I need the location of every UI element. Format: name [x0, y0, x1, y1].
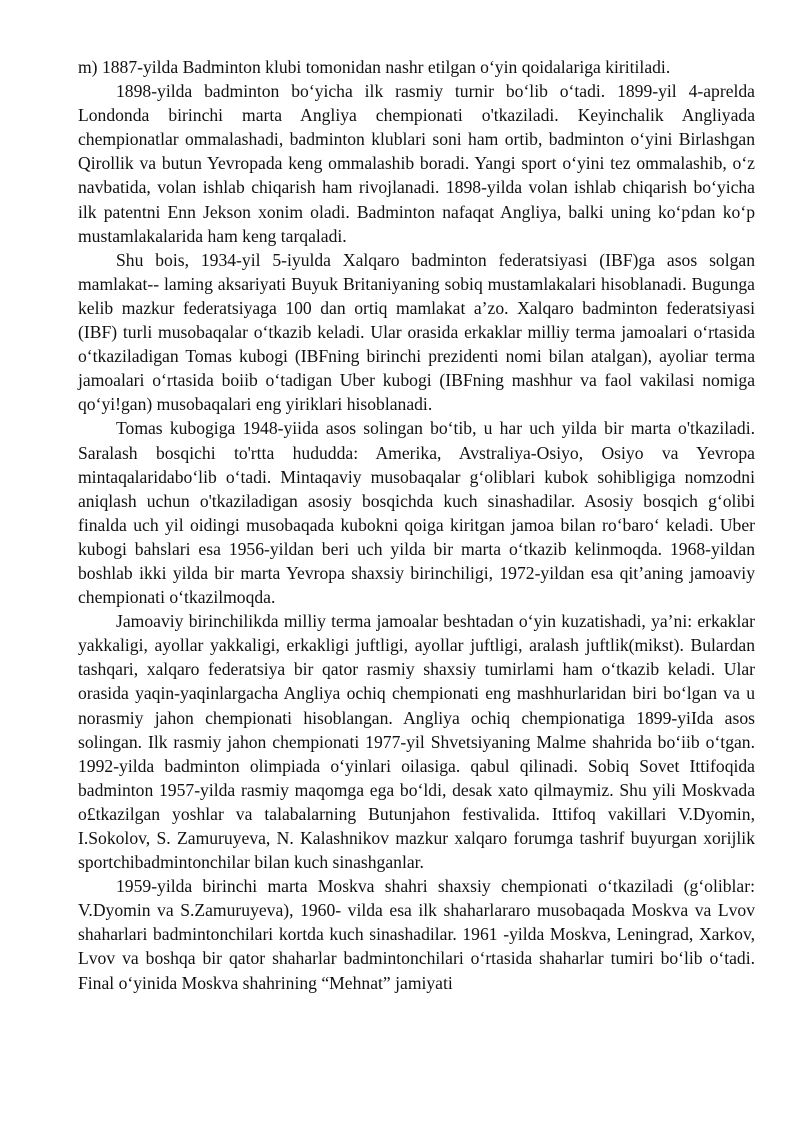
paragraph-2: 1898-yilda badminton bo‘yicha ilk rasmiy turnir bo‘lib o‘tadi. 1899-yil 4-aprelda Londonda birinchi marta Angliya chempionati o'tkaziladi. Keyinchalik Angliyada chempionatlar ommalashadi, badminton klublari soni ham ortib, badminton o‘yini Birlashgan Qirollik va butun Yevropada keng ommalashib boradi. Yangi sport o‘yini tez ommalashib, o‘z navbatida, volan ishlab chiqarish ham rivojlanadi. 1898-yilda volan ishlab chiqarish bo‘yicha ilk patentni Enn Jekson xonim oladi. Badminton nafaqat Angliya, balki uning ko‘pdan ko‘p mustamlakalarida ham keng tarqaladi. — [78, 81, 755, 246]
paragraph-4: Tomas kubogiga 1948-yiida asos solingan bo‘tib, u har uch yilda bir marta o'tkaziladi. Saralash bosqichi to'rtta hududda: Amerika, Avstraliya-Osiyo, Osiyo va Yevropa mintaqalaridabo‘lib o‘tadi. Mintaqaviy musobaqalar g‘oliblari kubok sohibligiga nomzodni aniqlash uchun o'tkaziladigan asosiy bosqichda kuch sinashadilar. Asosiy bosqich g‘olibi finalda uch yil oidingi musobaqada kubokni qoiga kiritgan jamoa bilan ro‘baro‘ keladi. Uber kubogi bahslari esa 1956-yildan beri uch yilda bir marta o‘tkazib kelinmoqda. 1968-yildan boshlab ikki yilda bir marta Yevropa shaxsiy birinchiligi, 1972-yildan esa qit’aning jamoaviy chempionati o‘tkazilmoqda. — [78, 418, 755, 608]
paragraph-6: 1959-yilda birinchi marta Moskva shahri shaxsiy chempionati o‘tkaziladi (g‘oliblar: V.Dyomin va S.Zamuruyeva), 1960- vilda esa ilk shaharlararo musobaqada Moskva va Lvov shaharlari badmintonchilari kortda kuch sinashadilar. 1961 -yilda Moskva, Leningrad, Xarkov, Lvov va boshqa bir qator shaharlar badmintonchilari o‘rtasida shaharlar tumiri bo‘lib o‘tadi. Final o‘yinida Moskva shahrining “Mehnat” jamiyati — [78, 876, 755, 993]
paragraph-3: Shu bois, 1934-yil 5-iyulda Xalqaro badminton federatsiyasi (IBF)ga asos solgan mamlakat-- laming aksariyati Buyuk Britaniyaning sobiq mustamlakalari hisoblanadi. Bugunga kelib mazkur federatsiyaga 100 dan ortiq mamlakat a’zo. Xalqaro badminton federatsiyasi (IBF) turli musobaqalar o‘tkazib keladi. Ular orasida erkaklar milliy terma jamoalari o‘rtasida o‘tkaziladigan Tomas kubogi (IBFning birinchi prezidenti nomi bilan atalgan), ayoliar terma jamoalari o‘rtasida boiib o‘tadigan Uber kubogi (IBFning mashhur va faol vakilasi nomiga qo‘yi!gan) musobaqalari eng yiriklari hisoblanadi. — [78, 249, 755, 415]
paragraph-5: Jamoaviy birinchilikda milliy terma jamoalar beshtadan o‘yin kuzatishadi, ya’ni: erkaklar yakkaligi, ayollar yakkaligi, erkakligi juftligi, ayollar juftligi, aralash juftlik(mikst). Bulardan tashqari, xalqaro federatsiya bir qator rasmiy shaxsiy tumirlami ham o‘tkazib keladi. Ular orasida yaqin-yaqinlargacha Angliya ochiq chempionati eng mashhurlaridan biri bo‘lgan va u norasmiy jahon chempionati hisoblangan. Angliya ochiq chempionatiga 1899-yiIda asos solingan. Ilk rasmiy jahon chempionati 1977-yil Shvetsiyaning Malme shahrida bo‘iib o‘tgan. 1992-yilda badminton olimpiada o‘yinlari oilasiga. qabul qilinadi. Sobiq Sovet Ittifoqida badminton 1957-yilda rasmiy maqomga ega bo‘ldi, desak xato qilmaymiz. Shu yili Moskvada o£tkazilgan yoshlar va talabalarning Butunjahon festivalida. Ittifoq vakillari V.Dyomin, I.Sokolov, S. Zamuruyeva, N. Kalashnikov mazkur xalqaro forumga tashrif buyurgan xorijlik sportchibadmintonchilar bilan kuch sinashganlar. — [78, 611, 755, 873]
paragraph-1: m) 1887-yilda Badminton klubi tomonidan nashr etilgan o‘yin qoidalariga kiritiladi. — [78, 57, 671, 77]
